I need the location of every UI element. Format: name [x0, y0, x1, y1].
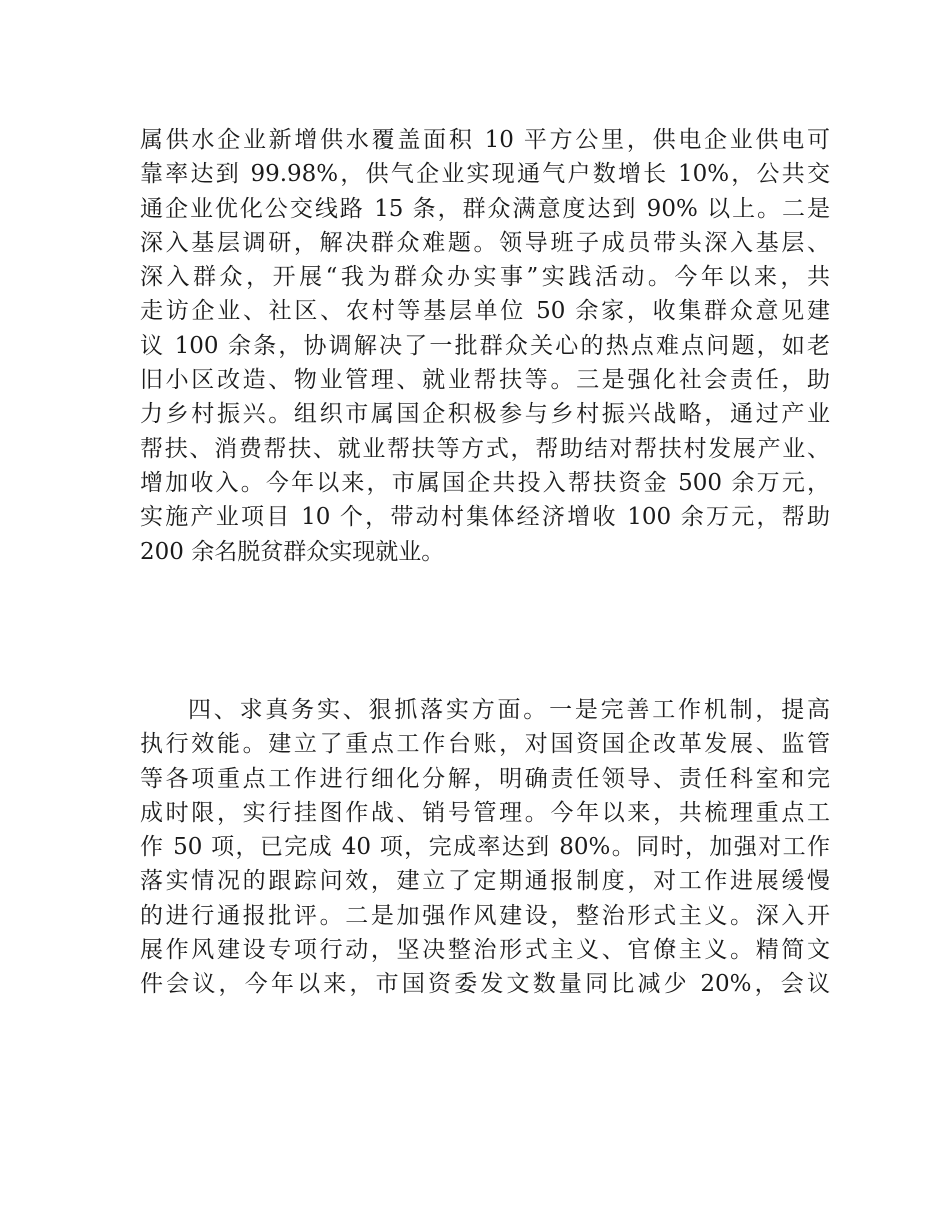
text-line: 的进行通报批评。二是加强作风建设，整治形式主义。深入开 — [140, 902, 830, 929]
text-line: 议 100 余条，协调解决了一批群众关心的热点难点问题，如老 — [140, 332, 830, 359]
text-line: 走访企业、社区、农村等基层单位 50 余家，收集群众意见建 — [140, 298, 830, 325]
text-line: 作 50 项，已完成 40 项，完成率达到 80%。同时，加强对工作 — [140, 834, 830, 861]
text-line: 成时限，实行挂图作战、销号管理。今年以来，共梳理重点工 — [140, 799, 830, 826]
text-line: 落实情况的跟踪问效，建立了定期通报制度，对工作进展缓慢 — [140, 868, 830, 895]
text-line: 力乡村振兴。组织市属国企积极参与乡村振兴战略，通过产业 — [140, 401, 830, 428]
text-line: 增加收入。今年以来，市属国企共投入帮扶资金 500 余万元， — [140, 469, 830, 496]
text-line: 旧小区改造、物业管理、就业帮扶等。三是强化社会责任，助 — [140, 367, 830, 394]
text-line: 实施产业项目 10 个，带动村集体经济增收 100 余万元，帮助 — [140, 504, 830, 531]
text-line: 等各项重点工作进行细化分解，明确责任领导、责任科室和完 — [140, 765, 830, 792]
text-line: 属供水企业新增供水覆盖面积 10 平方公里，供电企业供电可 — [140, 127, 830, 153]
text-line: 件会议，今年以来，市国资委发文数量同比减少 20%，会议 — [140, 971, 830, 998]
text-line: 执行效能。建立了重点工作台账，对国资国企改革发展、监管 — [140, 731, 830, 758]
text-line: 深入群众，开展“我为群众办实事”实践活动。今年以来，共 — [140, 264, 830, 291]
text-line: 展作风建设专项行动，坚决整治形式主义、官僚主义。精简文 — [140, 937, 830, 964]
text-line: 深入基层调研，解决群众难题。领导班子成员带头深入基层、 — [140, 229, 830, 256]
text-line-indented: 四、求真务实、狠抓落实方面。一是完善工作机制，提高 — [188, 697, 830, 723]
text-line: 200 余名脱贫群众实现就业。 — [140, 538, 445, 565]
text-line: 帮扶、消费帮扶、就业帮扶等方式，帮助结对帮扶村发展产业、 — [140, 435, 830, 462]
paragraph-section-four-implementation — [140, 693, 830, 1002]
text-line: 靠率达到 99.98%，供气企业实现通气户数增长 10%，公共交 — [140, 161, 830, 188]
paragraph-services-and-rural-revitalization — [140, 123, 830, 569]
text-line: 通企业优化公交线路 15 条，群众满意度达到 90% 以上。二是 — [140, 195, 830, 222]
